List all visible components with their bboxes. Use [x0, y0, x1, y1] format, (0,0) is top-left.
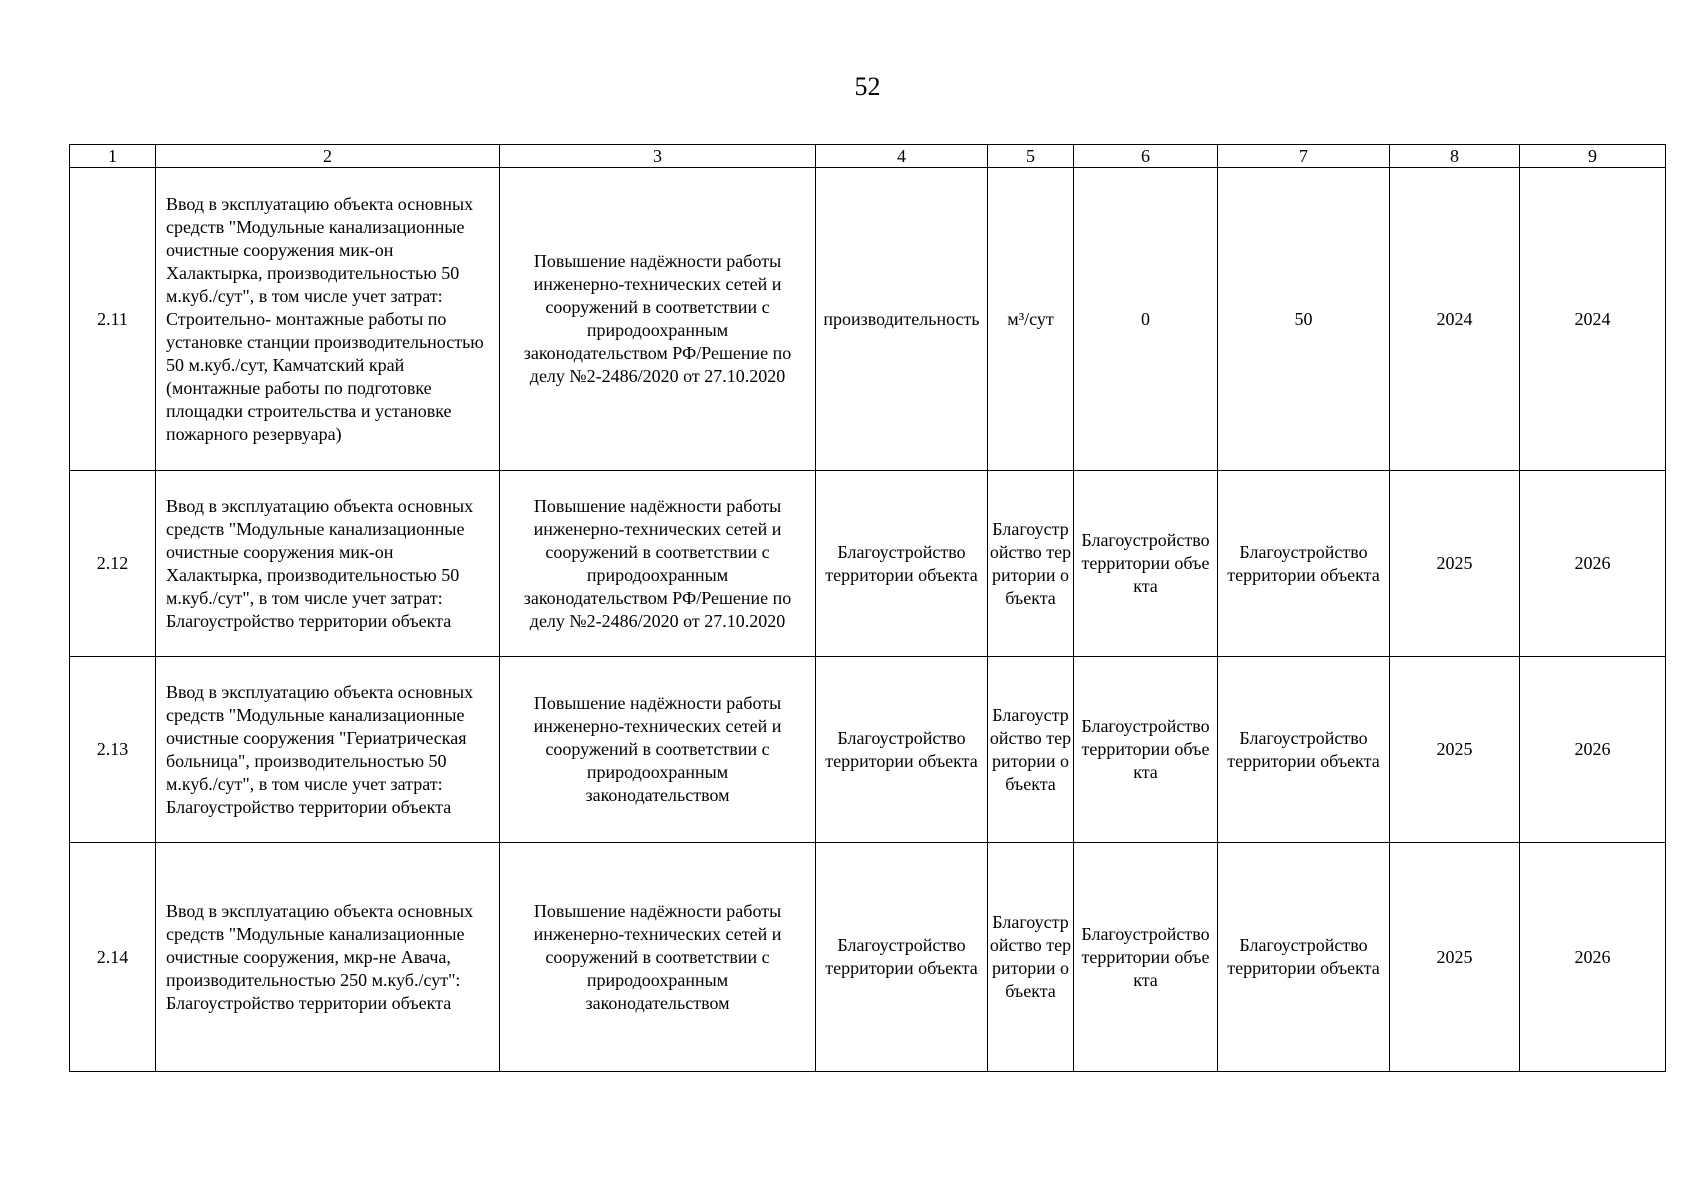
row-col8: 2025 [1390, 657, 1520, 843]
row-description: Ввод в эксплуатацию объекта основных средств "Модульные канализационные очистные сооружения, мкр-не Авача, производительностью 250 м.куб./сут": Благоустройство территории объекта [156, 843, 500, 1072]
row-col8: 2025 [1390, 843, 1520, 1072]
row-col6: 0 [1074, 168, 1218, 471]
header-cell-6: 6 [1074, 145, 1218, 168]
row-number: 2.12 [70, 471, 156, 657]
row-number: 2.11 [70, 168, 156, 471]
table-row [70, 843, 1666, 1072]
row-col7: Благоустройство территории объекта [1218, 657, 1390, 843]
header-cell-2: 2 [156, 145, 500, 168]
header-cell-8: 8 [1390, 145, 1520, 168]
header-cell-7: 7 [1218, 145, 1390, 168]
row-col6: Благоустройство территории объекта [1074, 471, 1218, 657]
row-purpose: Повышение надёжности работы инженерно-технических сетей и сооружений в соответствии с природоохранным законодательством [500, 843, 816, 1072]
row-col9: 2024 [1520, 168, 1666, 471]
header-cell-3: 3 [500, 145, 816, 168]
row-indicator: Благоустройство территории объекта [816, 657, 988, 843]
table-row [70, 168, 1666, 471]
row-col9: 2026 [1520, 471, 1666, 657]
row-indicator: производительность [816, 168, 988, 471]
row-col8: 2025 [1390, 471, 1520, 657]
row-description: Ввод в эксплуатацию объекта основных средств "Модульные канализационные очистные сооружения мик-он Халактырка, производительностью 50 м.куб./сут", в том числе учет затрат: Строительно- монтажные работы по установке станции производительностью 50 м.куб./сут, Камчатский край (монтажные работы по подготовке площадки строительства и установке пожарного резервуара) [156, 168, 500, 471]
row-indicator: Благоустройство территории объекта [816, 471, 988, 657]
row-col8: 2024 [1390, 168, 1520, 471]
row-col9: 2026 [1520, 843, 1666, 1072]
row-indicator: Благоустройство территории объекта [816, 843, 988, 1072]
row-col9: 2026 [1520, 657, 1666, 843]
measures-table [69, 144, 1666, 1072]
row-unit: Благоустройство территории объекта [988, 843, 1074, 1072]
row-purpose: Повышение надёжности работы инженерно-технических сетей и сооружений в соответствии с природоохранным законодательством [500, 657, 816, 843]
row-col6: Благоустройство территории объекта [1074, 843, 1218, 1072]
row-purpose: Повышение надёжности работы инженерно-технических сетей и сооружений в соответствии с природоохранным законодательством РФ/Решение по делу №2-2486/2020 от 27.10.2020 [500, 471, 816, 657]
table-row [70, 657, 1666, 843]
row-unit: м³/сут [988, 168, 1074, 471]
header-cell-9: 9 [1520, 145, 1666, 168]
row-col7: Благоустройство территории объекта [1218, 471, 1390, 657]
row-unit: Благоустройство территории объекта [988, 471, 1074, 657]
row-col7: 50 [1218, 168, 1390, 471]
row-col6: Благоустройство территории объекта [1074, 657, 1218, 843]
row-number: 2.14 [70, 843, 156, 1072]
row-number: 2.13 [70, 657, 156, 843]
page-number: 52 [854, 72, 881, 101]
row-unit: Благоустройство территории объекта [988, 657, 1074, 843]
table-header-row [70, 145, 1666, 168]
row-description: Ввод в эксплуатацию объекта основных средств "Модульные канализационные очистные сооружения "Гериатрическая больница", производительностью 50 м.куб./сут", в том числе учет затрат: Благоустройство территории объекта [156, 657, 500, 843]
row-col7: Благоустройство территории объекта [1218, 843, 1390, 1072]
header-cell-5: 5 [988, 145, 1074, 168]
row-description: Ввод в эксплуатацию объекта основных средств "Модульные канализационные очистные сооружения мик-он Халактырка, производительностью 50 м.куб./сут", в том числе учет затрат: Благоустройство территории объекта [156, 471, 500, 657]
header-cell-1: 1 [70, 145, 156, 168]
row-purpose: Повышение надёжности работы инженерно-технических сетей и сооружений в соответствии с природоохранным законодательством РФ/Решение по делу №2-2486/2020 от 27.10.2020 [500, 168, 816, 471]
header-cell-4: 4 [816, 145, 988, 168]
table-row [70, 471, 1666, 657]
